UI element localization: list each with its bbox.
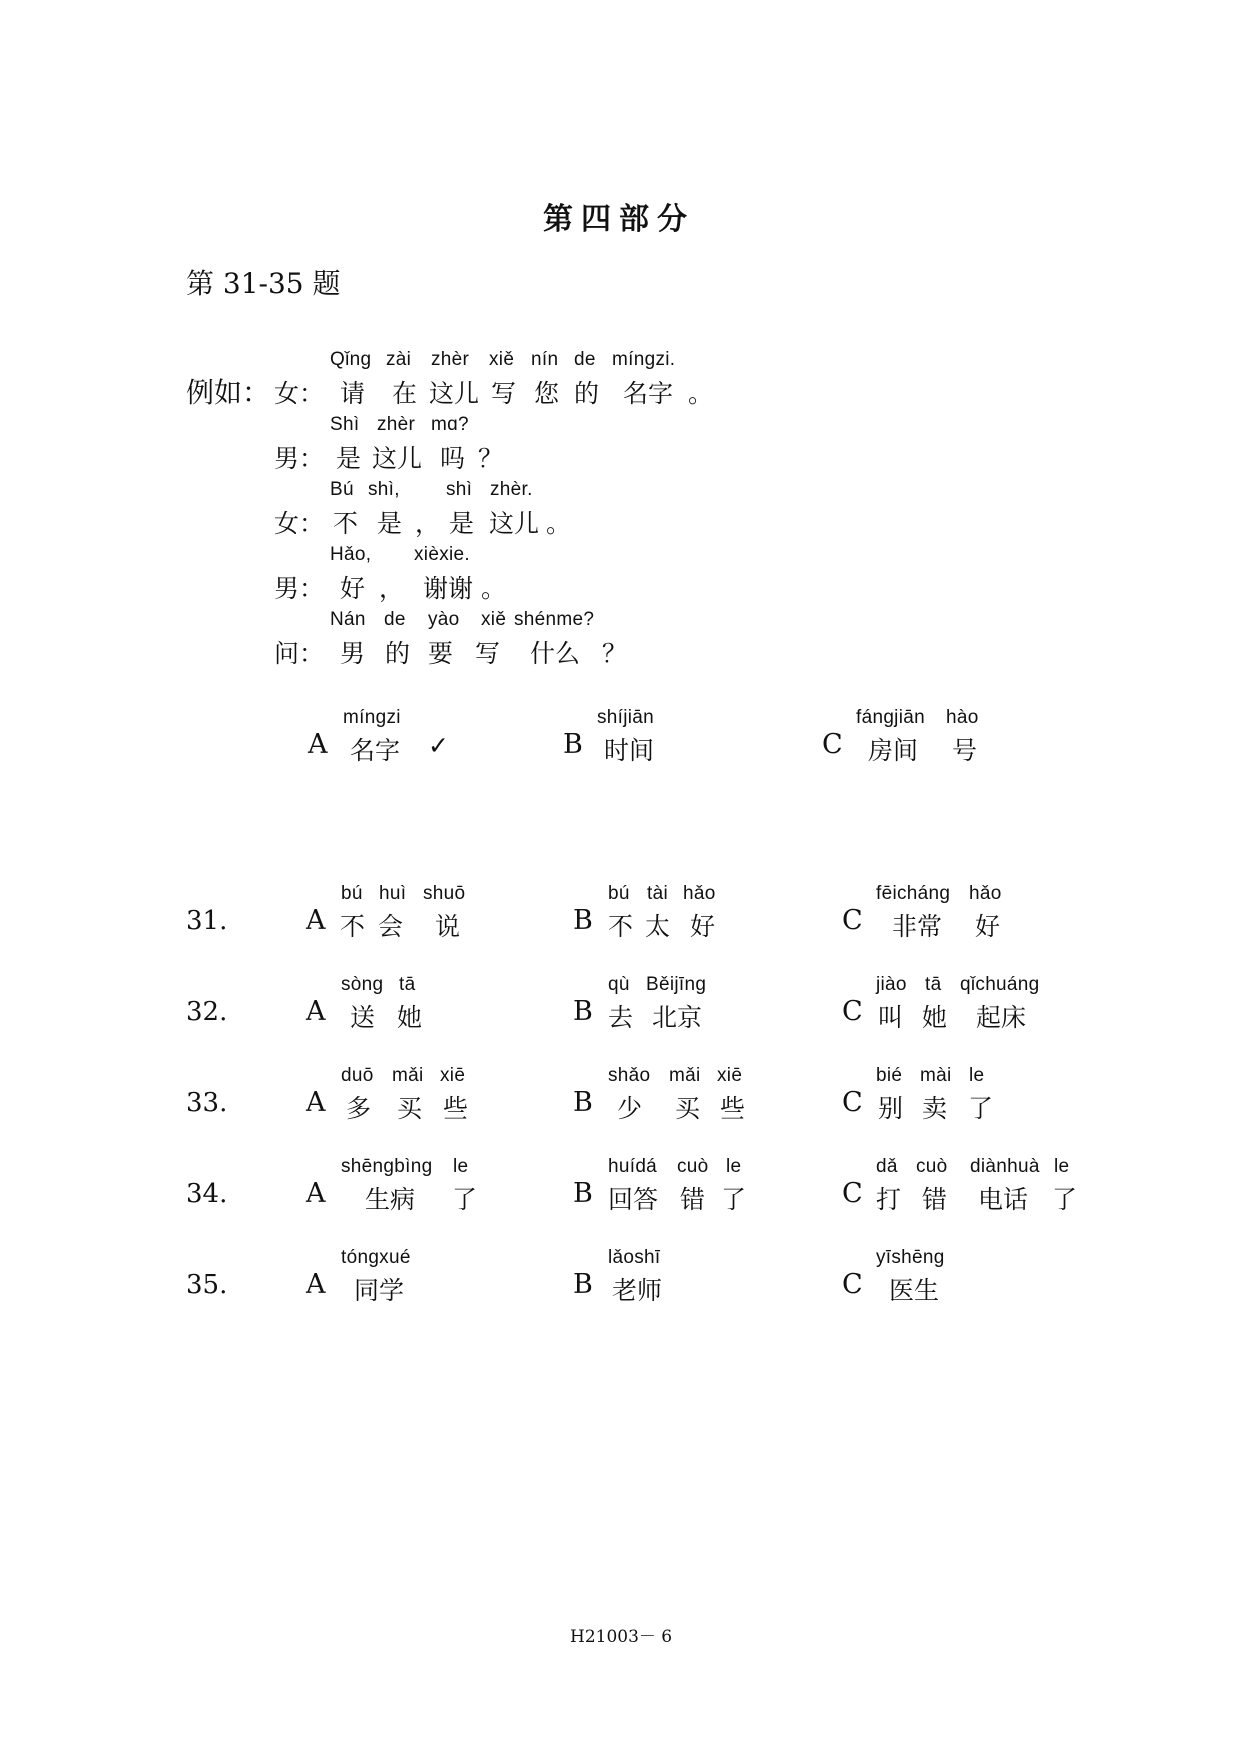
hanzi-word: 错	[680, 1185, 706, 1214]
pinyin-word: diànhuà	[970, 1156, 1040, 1177]
hanzi-word: 会	[378, 912, 404, 941]
hanzi-word: 名字	[623, 379, 674, 408]
option-letter: B	[573, 1087, 593, 1118]
section-title: 第四部分	[543, 202, 695, 237]
speaker-label: 女：	[274, 509, 325, 538]
pinyin-word: yào	[428, 609, 460, 630]
pinyin-word: huì	[379, 883, 407, 904]
hanzi-word: 她	[922, 1003, 948, 1032]
hanzi-word: 买	[675, 1094, 701, 1123]
pinyin-word: huídá	[608, 1156, 658, 1177]
hanzi-word: 好	[690, 912, 716, 941]
hanzi-word: 些	[720, 1094, 746, 1123]
hanzi-word: 了	[452, 1185, 478, 1214]
pinyin-word: bié	[876, 1065, 903, 1086]
pinyin-word: shǎo	[608, 1065, 651, 1086]
hanzi-word: 回答	[608, 1185, 659, 1214]
hanzi-word: 房间	[868, 736, 919, 765]
hanzi-word: 生病	[365, 1185, 416, 1214]
pinyin-word: de	[384, 609, 406, 630]
hanzi-word: 这儿	[429, 379, 480, 408]
hanzi-word: 说	[435, 912, 461, 941]
hanzi-word: 在	[392, 379, 418, 408]
hanzi-word: 是	[336, 444, 362, 473]
hanzi-word: 名字	[350, 736, 401, 765]
hanzi-word: ？	[478, 444, 504, 473]
pinyin-word: lǎoshī	[608, 1247, 661, 1268]
option-letter: C	[822, 729, 843, 760]
pinyin-word: Qǐng	[330, 349, 372, 370]
pinyin-word: tóngxué	[341, 1247, 411, 1268]
check-mark: ✓	[428, 731, 449, 760]
pinyin-word: shíjiān	[597, 707, 655, 728]
hanzi-word: 同学	[354, 1276, 405, 1305]
hanzi-word: 别	[878, 1094, 904, 1123]
hanzi-word: ，	[379, 574, 405, 603]
hanzi-word: 了	[1052, 1185, 1078, 1214]
hanzi-word: 这儿	[489, 509, 540, 538]
hanzi-word: 老师	[612, 1276, 663, 1305]
hanzi-word: 。	[481, 574, 507, 603]
hanzi-word: 北京	[652, 1003, 703, 1032]
hanzi-word: 号	[952, 736, 978, 765]
hanzi-word: 好	[340, 574, 366, 603]
pinyin-word: cuò	[916, 1156, 948, 1177]
hanzi-word: 电话	[978, 1185, 1029, 1214]
pinyin-word: mɑ?	[431, 414, 469, 435]
pinyin-word: fēicháng	[876, 883, 951, 904]
option-letter: B	[573, 905, 593, 936]
hanzi-word: 叫	[878, 1003, 904, 1032]
hanzi-word: 男	[340, 639, 366, 668]
hanzi-word: 谢谢	[423, 574, 474, 603]
option-letter: A	[306, 996, 326, 1027]
option-letter: C	[842, 1087, 863, 1118]
pinyin-word: tā	[925, 974, 942, 995]
hanzi-word: 送	[350, 1003, 376, 1032]
pinyin-word: duō	[341, 1065, 374, 1086]
pinyin-word: tā	[399, 974, 416, 995]
hanzi-word: 些	[443, 1094, 469, 1123]
hanzi-word: 。	[688, 379, 714, 408]
pinyin-word: le	[1054, 1156, 1070, 1177]
hanzi-word: 不	[333, 509, 359, 538]
hanzi-word: 了	[721, 1185, 747, 1214]
pinyin-word: sòng	[341, 974, 384, 995]
pinyin-word: hào	[946, 707, 979, 728]
pinyin-word: Hǎo,	[330, 544, 372, 565]
hanzi-word: 打	[876, 1185, 902, 1214]
pinyin-word: mài	[920, 1065, 952, 1086]
pinyin-word: de	[574, 349, 596, 370]
hanzi-word: 错	[922, 1185, 948, 1214]
speaker-label: 女：	[274, 379, 325, 408]
pinyin-word: bú	[608, 883, 630, 904]
hanzi-word: 您	[534, 379, 560, 408]
option-letter: C	[842, 996, 863, 1027]
pinyin-word: dǎ	[876, 1156, 898, 1177]
option-letter: A	[306, 905, 326, 936]
option-letter: B	[573, 996, 593, 1027]
hanzi-word: 什么	[530, 639, 581, 668]
pinyin-word: xiē	[717, 1065, 743, 1086]
pinyin-word: shì,	[368, 479, 400, 500]
pinyin-word: zài	[386, 349, 412, 370]
hanzi-word: 。	[546, 509, 572, 538]
speaker-label: 男：	[274, 444, 325, 473]
question-number: 33.	[186, 1088, 228, 1118]
page-footer-code: H21003－ 6	[570, 1627, 673, 1647]
hanzi-word: 非常	[892, 912, 943, 941]
hanzi-word: 卖	[922, 1094, 948, 1123]
pinyin-word: Nán	[330, 609, 366, 630]
hanzi-word: 是	[449, 509, 475, 538]
question-number: 31.	[186, 906, 228, 936]
hanzi-word: ？	[602, 639, 628, 668]
hanzi-word: 写	[475, 639, 501, 668]
pinyin-word: míngzi.	[612, 349, 676, 370]
option-letter: B	[563, 729, 583, 760]
question-number: 35.	[186, 1270, 228, 1300]
hanzi-word: 好	[975, 912, 1001, 941]
example-label: 例如：	[186, 376, 271, 409]
hanzi-word: ，	[415, 509, 441, 538]
pinyin-word: shì	[446, 479, 473, 500]
hanzi-word: 医生	[889, 1276, 940, 1305]
hanzi-word: 起床	[976, 1003, 1027, 1032]
hanzi-word: 写	[491, 379, 517, 408]
speaker-label: 男：	[274, 574, 325, 603]
hanzi-word: 是	[377, 509, 403, 538]
pinyin-word: xiē	[440, 1065, 466, 1086]
pinyin-word: xiě	[481, 609, 507, 630]
pinyin-word: hǎo	[969, 883, 1002, 904]
hanzi-word: 太	[645, 912, 671, 941]
option-letter: C	[842, 1178, 863, 1209]
pinyin-word: yīshēng	[876, 1247, 945, 1268]
option-letter: A	[306, 1087, 326, 1118]
question-range: 第 31-35 题	[186, 267, 341, 300]
pinyin-word: xiě	[489, 349, 515, 370]
hanzi-word: 多	[346, 1094, 372, 1123]
hanzi-word: 不	[608, 912, 634, 941]
hanzi-word: 的	[574, 379, 600, 408]
pinyin-word: zhèr	[431, 349, 470, 370]
pinyin-word: qù	[608, 974, 630, 995]
pinyin-word: shuō	[423, 883, 466, 904]
hanzi-word: 这儿	[372, 444, 423, 473]
question-number: 34.	[186, 1179, 228, 1209]
hanzi-word: 了	[968, 1094, 994, 1123]
pinyin-word: míngzi	[343, 707, 401, 728]
hanzi-word: 吗	[440, 444, 466, 473]
hanzi-word: 买	[397, 1094, 423, 1123]
pinyin-word: le	[726, 1156, 742, 1177]
pinyin-word: fángjiān	[856, 707, 925, 728]
pinyin-word: Bú	[330, 479, 354, 500]
hanzi-word: 少	[617, 1094, 643, 1123]
question-number: 32.	[186, 997, 228, 1027]
pinyin-word: Shì	[330, 414, 360, 435]
option-letter: A	[306, 1269, 326, 1300]
pinyin-word: zhèr	[377, 414, 416, 435]
option-letter: B	[573, 1178, 593, 1209]
pinyin-word: mǎi	[669, 1065, 701, 1086]
hanzi-word: 请	[340, 379, 366, 408]
pinyin-word: cuò	[677, 1156, 709, 1177]
pinyin-word: jiào	[876, 974, 907, 995]
pinyin-word: qǐchuáng	[960, 974, 1040, 995]
hanzi-word: 她	[397, 1003, 423, 1032]
pinyin-word: hǎo	[683, 883, 716, 904]
hanzi-word: 的	[385, 639, 411, 668]
option-letter: C	[842, 1269, 863, 1300]
option-letter: C	[842, 905, 863, 936]
option-letter: A	[308, 729, 328, 760]
hanzi-word: 要	[428, 639, 454, 668]
pinyin-word: Běijīng	[646, 974, 707, 995]
pinyin-word: le	[969, 1065, 985, 1086]
pinyin-word: zhèr.	[490, 479, 533, 500]
speaker-label: 问：	[274, 639, 325, 668]
pinyin-word: xièxie.	[414, 544, 470, 565]
hanzi-word: 时间	[604, 736, 655, 765]
pinyin-word: shēngbìng	[341, 1156, 433, 1177]
pinyin-word: shénme?	[514, 609, 595, 630]
hanzi-word: 去	[608, 1003, 634, 1032]
pinyin-word: mǎi	[392, 1065, 424, 1086]
pinyin-word: tài	[647, 883, 668, 904]
pinyin-word: le	[453, 1156, 469, 1177]
hanzi-word: 不	[340, 912, 366, 941]
option-letter: A	[306, 1178, 326, 1209]
pinyin-word: nín	[531, 349, 559, 370]
option-letter: B	[573, 1269, 593, 1300]
pinyin-word: bú	[341, 883, 363, 904]
